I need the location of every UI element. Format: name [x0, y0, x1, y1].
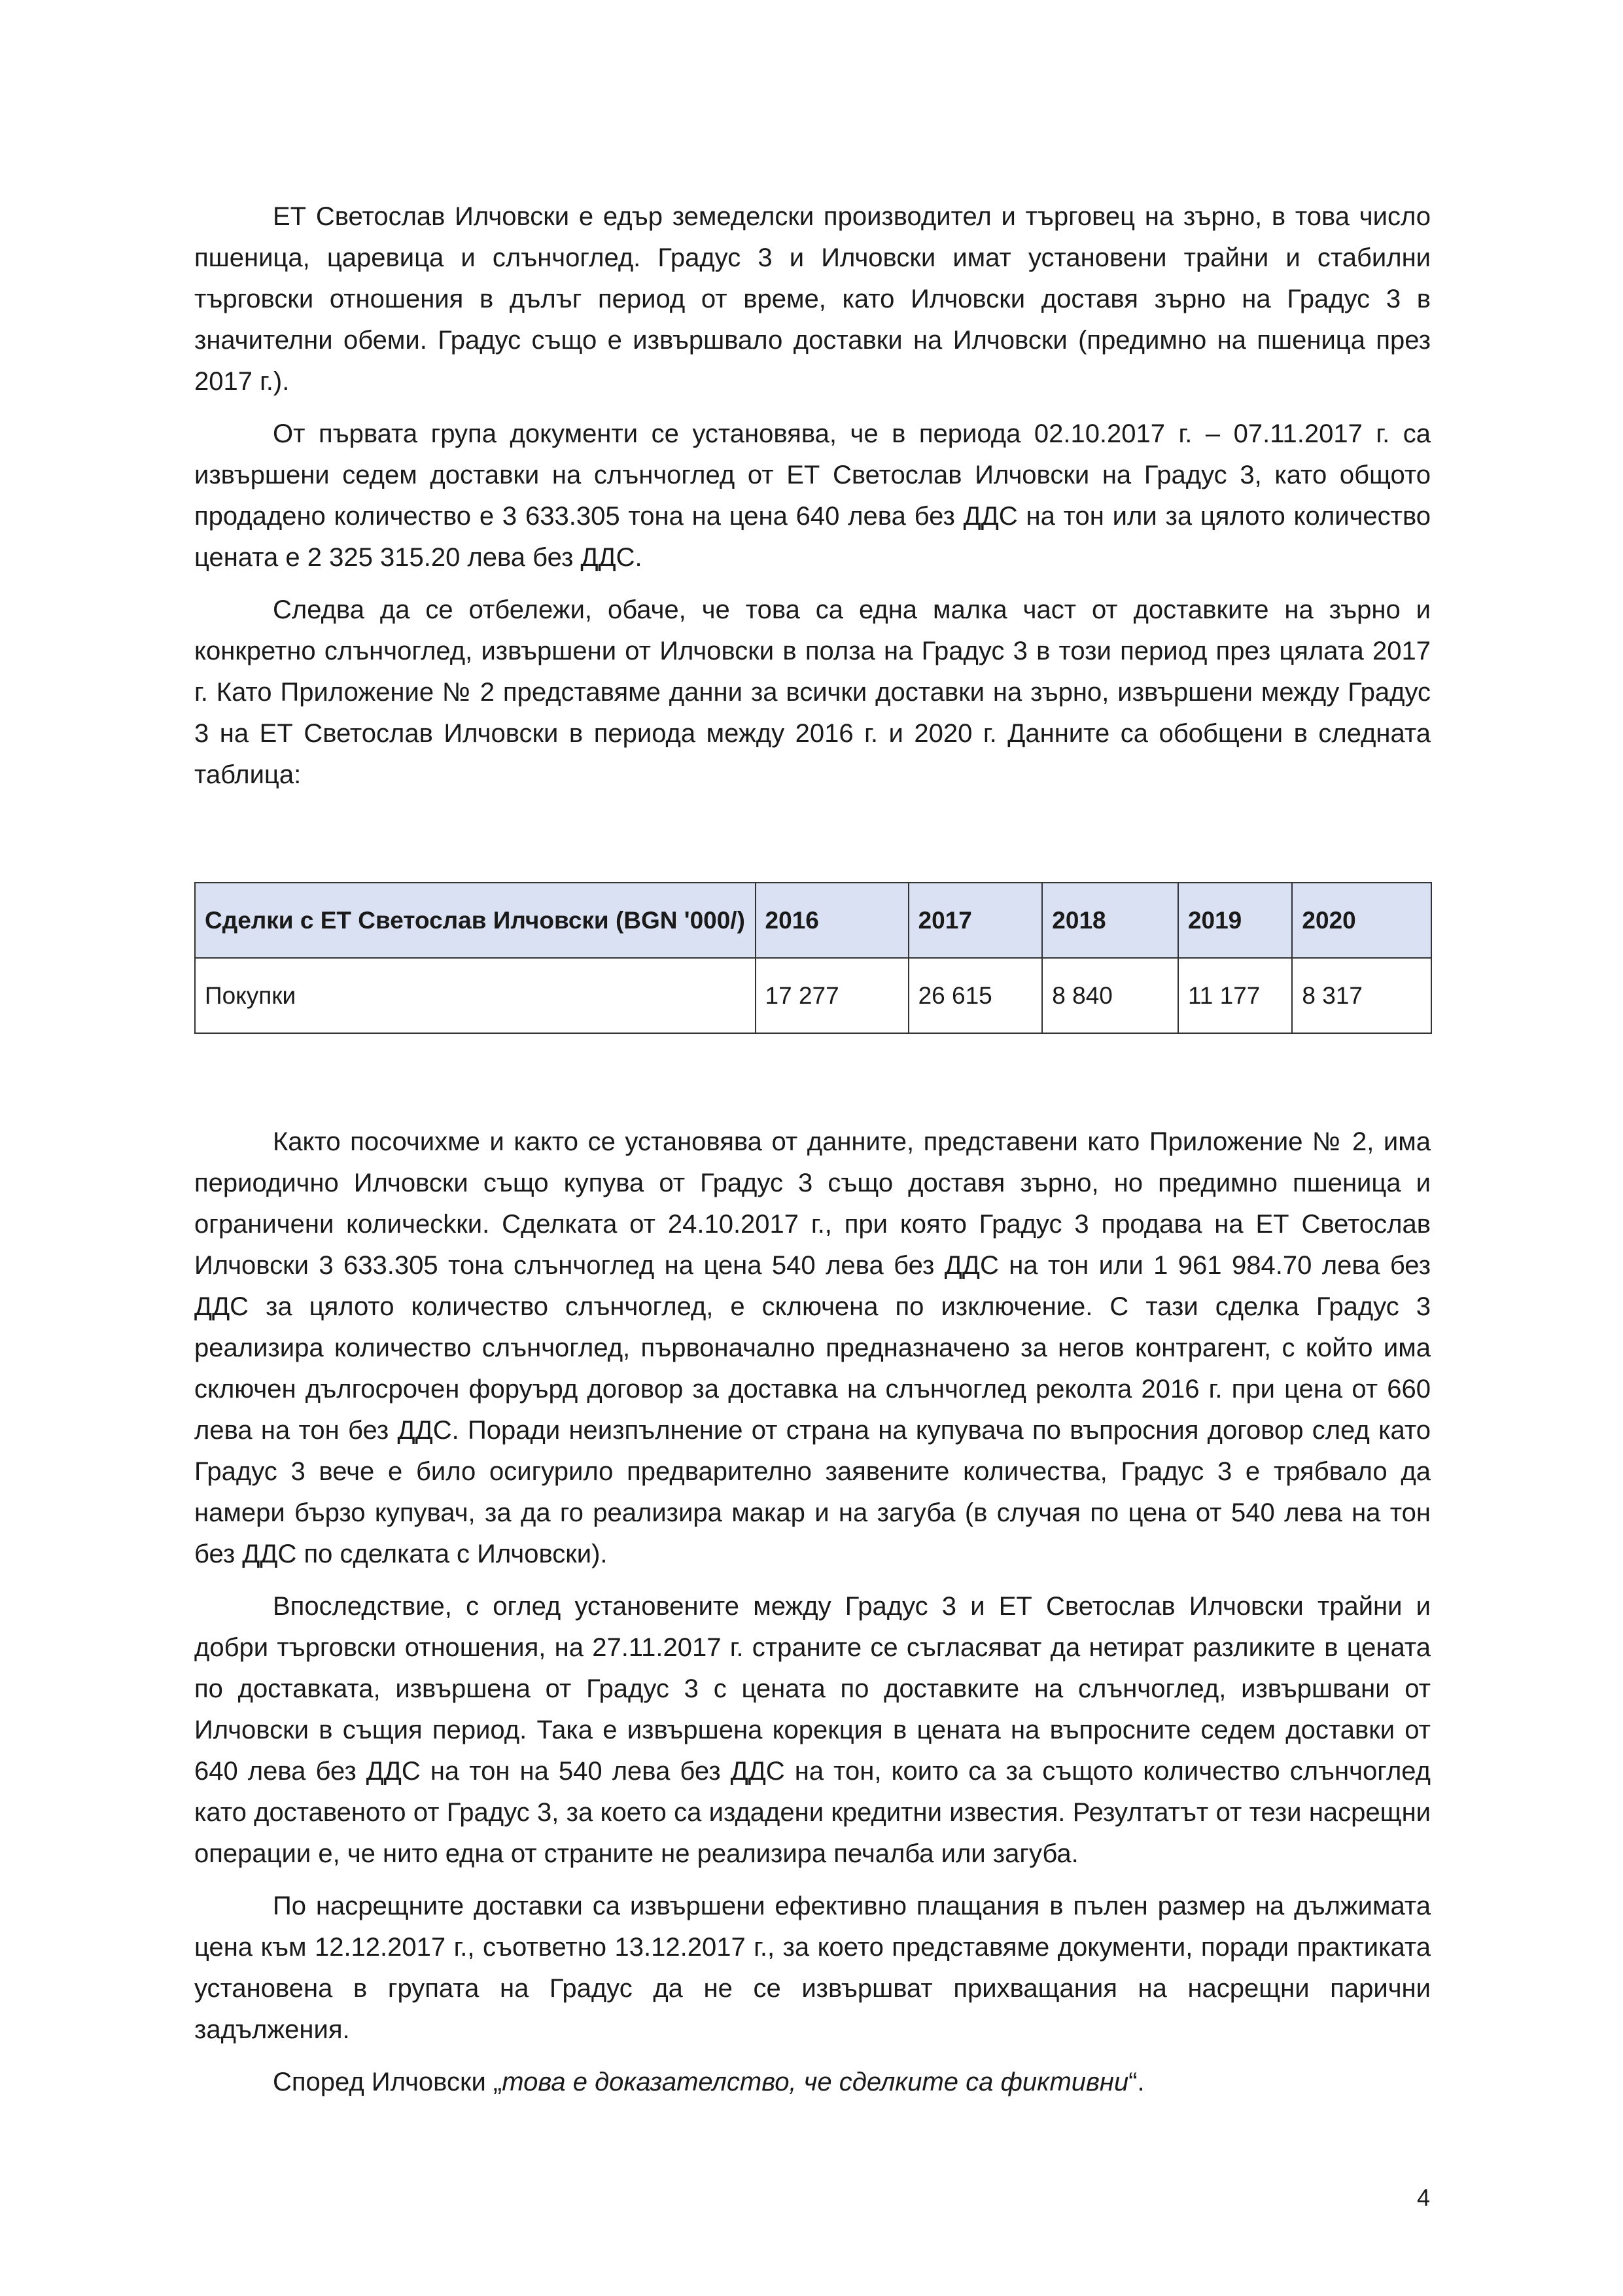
table-cell: 17 277 — [756, 958, 909, 1033]
quote-paragraph — [194, 2062, 1431, 2103]
deals-table-wrapper — [194, 882, 1431, 1034]
table-row — [195, 958, 1431, 1033]
deals-table — [194, 882, 1432, 1034]
table-cell: 11 177 — [1178, 958, 1292, 1033]
table-header-cell: 2020 — [1292, 883, 1431, 958]
paragraph-3: Следва да се отбележи, обаче, че това са една малка част от доставките на зърно и конкретно слънчоглед, извършени от Илчовски в полза на Градус 3 в този период през цялата 2017 г. Като Приложение № 2 представяме данни за всички доставки на зърно, извършени между Градус 3 на ЕТ Светослав Илчовски в периода между 2016 г. и 2020 г. Данните са обобщени в следната таблица: — [194, 595, 1431, 789]
quote-suffix: “. — [1128, 2068, 1145, 2096]
table-cell: 8 840 — [1042, 958, 1178, 1033]
table-cell: 26 615 — [909, 958, 1043, 1033]
table-cell: 8 317 — [1292, 958, 1431, 1033]
paragraph-4: Както посочихме и както се установява от данните, представени като Приложение № 2, има периодично Илчовски също купува от Градус 3 също доставя зърно, но предимно пшеница и ограничени количесkки. Сделката от 24.10.2017 г., при която Градус 3 продава на ЕТ Светослав Илчовски 3 633.305 тона слънчоглед на цена 540 лева без ДДС на тон или 1 961 984.70 лева без ДДС за цялото количество слънчоглед, е сключена по изключение. С тази сделка Градус 3 реализира количество слънчоглед, първоначално предназначено за негов контрагент, с който има сключен дългосрочен форуърд договор за доставка на слънчоглед реколта 2016 г. при цена от 660 лева на тон без ДДС. Поради неизпълнение от страна на купувача по въпросния договор след като Градус 3 вече е било осигурило предварително заявените количества, Градус 3 е трябвало да намери бързо купувач, за да го реализира макар и на загуба (в случая по цена от 540 лева на тон без ДДС по сделката с Илчовски). — [194, 1127, 1431, 1568]
paragraph-1: ЕТ Светослав Илчовски е едър земеделски производител и търговец на зърно, в това число пшеница, царевица и слънчоглед. Градус 3 и Илчовски имат установени трайни и стабилни търговски отношения в дълъг период от време, като Илчовски доставя зърно на Градус 3 в значителни обеми. Градус също е извършвало доставки на Илчовски (предимно на пшеница през 2017 г.). — [194, 202, 1431, 396]
table-header-cell: 2018 — [1042, 883, 1178, 958]
quote-text: това е доказателство, че сделките са фиктивни — [502, 2068, 1129, 2096]
paragraph-5: Впоследствие, с оглед установените между Градус 3 и ЕТ Светослав Илчовски трайни и добри търговски отношения, на 27.11.2017 г. страните се съгласяват да нетират разликите в цената по доставката, извършена от Градус 3 с цената по доставките на слънчоглед, извършвани от Илчовски в същия период. Така е извършена корекция в цената на въпросните седем доставки от 640 лева без ДДС на тон на 540 лева без ДДС на тон, които са за същото количество слънчоглед като доставеното от Градус 3, за което са издадени кредитни известия. Резултатът от тези насрещни операции е, че нито една от страните не реализира печалба или загуба. — [194, 1592, 1431, 1868]
quote-prefix: Според Илчовски „ — [273, 2068, 502, 2096]
table-header-cell: 2017 — [909, 883, 1043, 958]
paragraph-2: От първата група документи се установява, че в периода 02.10.2017 г. – 07.11.2017 г. са извършени седем доставки на слънчоглед от ЕТ Светослав Илчовски на Градус 3, като общото продадено количество е 3 633.305 тона на цена 640 лева без ДДС на тон или за цялото количество цената е 2 325 315.20 лева без ДДС. — [194, 419, 1431, 572]
paragraph-6: По насрещните доставки са извършени ефективно плащания в пълен размер на дължимата цена към 12.12.2017 г., съответно 13.12.2017 г., за което представяме документи, поради практиката установена в групата на Градус да не се извършват прихващания на насрещни парични задължения. — [194, 1892, 1431, 2044]
table-cell: Покупки — [195, 958, 756, 1033]
document-page — [194, 196, 1431, 2114]
table-header-row — [195, 883, 1431, 958]
table-header-cell: 2019 — [1178, 883, 1292, 958]
table-header-cell: 2016 — [756, 883, 909, 958]
page-number: 4 — [1417, 2184, 1431, 2211]
table-header-cell: Сделки с ЕТ Светослав Илчовски (BGN '000/) — [195, 883, 756, 958]
